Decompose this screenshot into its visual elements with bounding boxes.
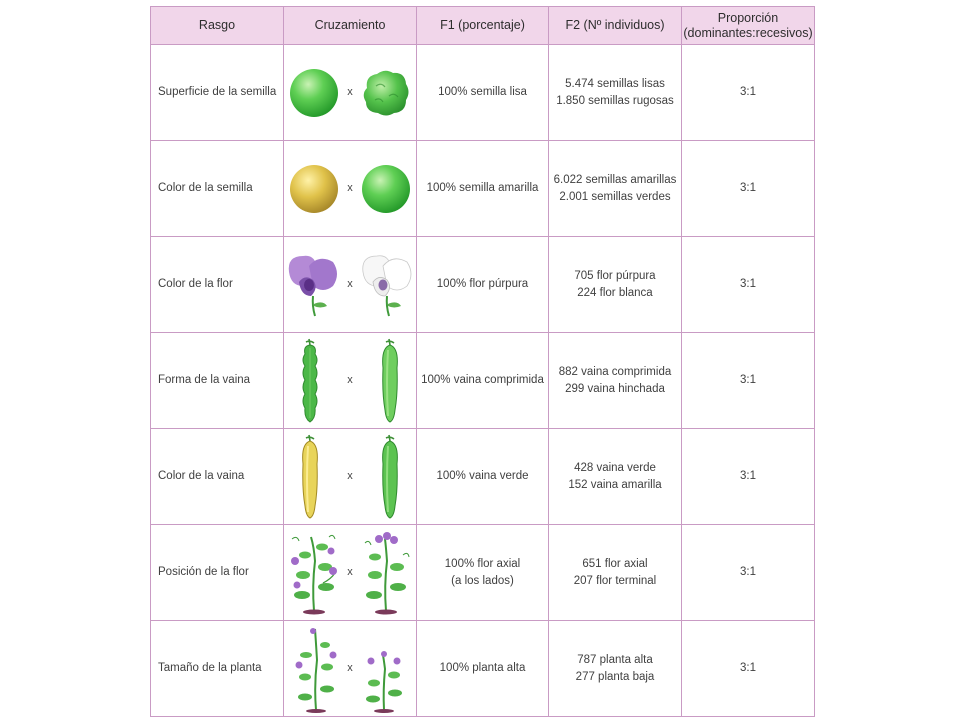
trait-name: Color de la flor (151, 237, 284, 333)
ratio-cell: 3:1 (682, 237, 815, 333)
table-row (151, 429, 815, 525)
mendel-traits-table (150, 6, 815, 717)
header-row (151, 7, 815, 45)
header-proporcion-subtitle: (dominantes:recesivos) (683, 25, 813, 40)
f1-text: 100% semilla amarilla (426, 182, 539, 194)
f2-recessive: 299 vaina hinchada (565, 382, 665, 395)
f2-recessive: 207 flor terminal (573, 574, 657, 587)
header-rasgo: Rasgo (151, 7, 284, 45)
trait-name: Color de la semilla (151, 141, 284, 237)
table-row (151, 237, 815, 333)
cross-symbol: x (347, 86, 353, 98)
table-row (151, 141, 815, 237)
axial-flower-plant-icon (287, 531, 341, 615)
short-plant-icon (359, 625, 409, 713)
purple-flower-icon (285, 252, 341, 318)
cross-symbol: x (347, 278, 353, 290)
header-f1: F1 (porcentaje) (417, 7, 549, 45)
green-pod-icon (377, 434, 403, 520)
terminal-flower-plant-icon (359, 531, 413, 615)
ratio-cell: 3:1 (682, 333, 815, 429)
ratio-cell: 3:1 (682, 45, 815, 141)
header-proporcion-title: Proporción (717, 10, 779, 25)
f1-text: 100% planta alta (439, 662, 526, 674)
f2-dominant: 428 vaina verde (574, 461, 656, 474)
yellow-pea-icon (287, 162, 341, 216)
f1-cell (417, 45, 549, 141)
ratio-cell: 3:1 (682, 525, 815, 621)
f2-cell (549, 621, 682, 717)
f2-cell (549, 237, 682, 333)
cross-symbol: x (347, 182, 353, 194)
ratio-cell: 3:1 (682, 141, 815, 237)
cross-cell (284, 333, 417, 429)
cross-cell (284, 141, 417, 237)
cross-cell (284, 429, 417, 525)
trait-name: Superficie de la semilla (151, 45, 284, 141)
yellow-pod-icon (297, 434, 323, 520)
smooth-green-pea-icon (287, 66, 341, 120)
f1-cell (417, 621, 549, 717)
trait-name: Color de la vaina (151, 429, 284, 525)
f1-text: 100% vaina comprimida (421, 374, 544, 386)
wrinkled-green-pea-icon (359, 66, 413, 120)
ratio-cell: 3:1 (682, 621, 815, 717)
table-row (151, 45, 815, 141)
f2-dominant: 5.474 semillas lisas (565, 77, 665, 90)
f2-dominant: 6.022 semillas amarillas (553, 173, 677, 186)
f2-cell (549, 333, 682, 429)
f2-recessive: 1.850 semillas rugosas (556, 94, 674, 107)
f2-dominant: 787 planta alta (577, 653, 653, 666)
f1-text: 100% semilla lisa (438, 86, 527, 98)
f2-dominant: 705 flor púrpura (574, 269, 656, 282)
f2-dominant: 651 flor axial (582, 557, 648, 570)
table-row (151, 333, 815, 429)
white-flower-icon (359, 252, 415, 318)
f2-cell (549, 141, 682, 237)
cross-symbol: x (347, 374, 353, 386)
f1-cell (417, 141, 549, 237)
f2-cell (549, 429, 682, 525)
f2-recessive: 152 vaina amarilla (568, 478, 662, 491)
tall-plant-icon (291, 625, 341, 713)
header-f2: F2 (Nº individuos) (549, 7, 682, 45)
table-row (151, 525, 815, 621)
cross-cell (284, 525, 417, 621)
f2-recessive: 2.001 semillas verdes (559, 190, 671, 203)
header-cruzamiento: Cruzamiento (284, 7, 417, 45)
f1-cell (417, 333, 549, 429)
f2-dominant: 882 vaina comprimida (558, 365, 672, 378)
cross-cell (284, 237, 417, 333)
f1-note: (a los lados) (451, 574, 514, 587)
constricted-green-pod-icon (297, 338, 323, 424)
inflated-green-pod-icon (377, 338, 403, 424)
f2-recessive: 224 flor blanca (577, 286, 653, 299)
f1-cell (417, 429, 549, 525)
trait-name: Tamaño de la planta (151, 621, 284, 717)
green-pea-icon (359, 162, 413, 216)
ratio-cell: 3:1 (682, 429, 815, 525)
cross-symbol: x (347, 566, 353, 578)
f1-text: 100% flor púrpura (436, 278, 529, 290)
cross-cell (284, 621, 417, 717)
table-row (151, 621, 815, 717)
f1-text: 100% vaina verde (436, 470, 529, 482)
f1-cell (417, 237, 549, 333)
f2-recessive: 277 planta baja (575, 670, 655, 683)
header-proporcion (682, 7, 815, 45)
trait-name: Forma de la vaina (151, 333, 284, 429)
f1-text: 100% flor axial (444, 557, 521, 570)
f2-cell (549, 525, 682, 621)
cross-symbol: x (347, 662, 353, 674)
f2-cell (549, 45, 682, 141)
trait-name: Posición de la flor (151, 525, 284, 621)
cross-symbol: x (347, 470, 353, 482)
f1-cell (417, 525, 549, 621)
cross-cell (284, 45, 417, 141)
